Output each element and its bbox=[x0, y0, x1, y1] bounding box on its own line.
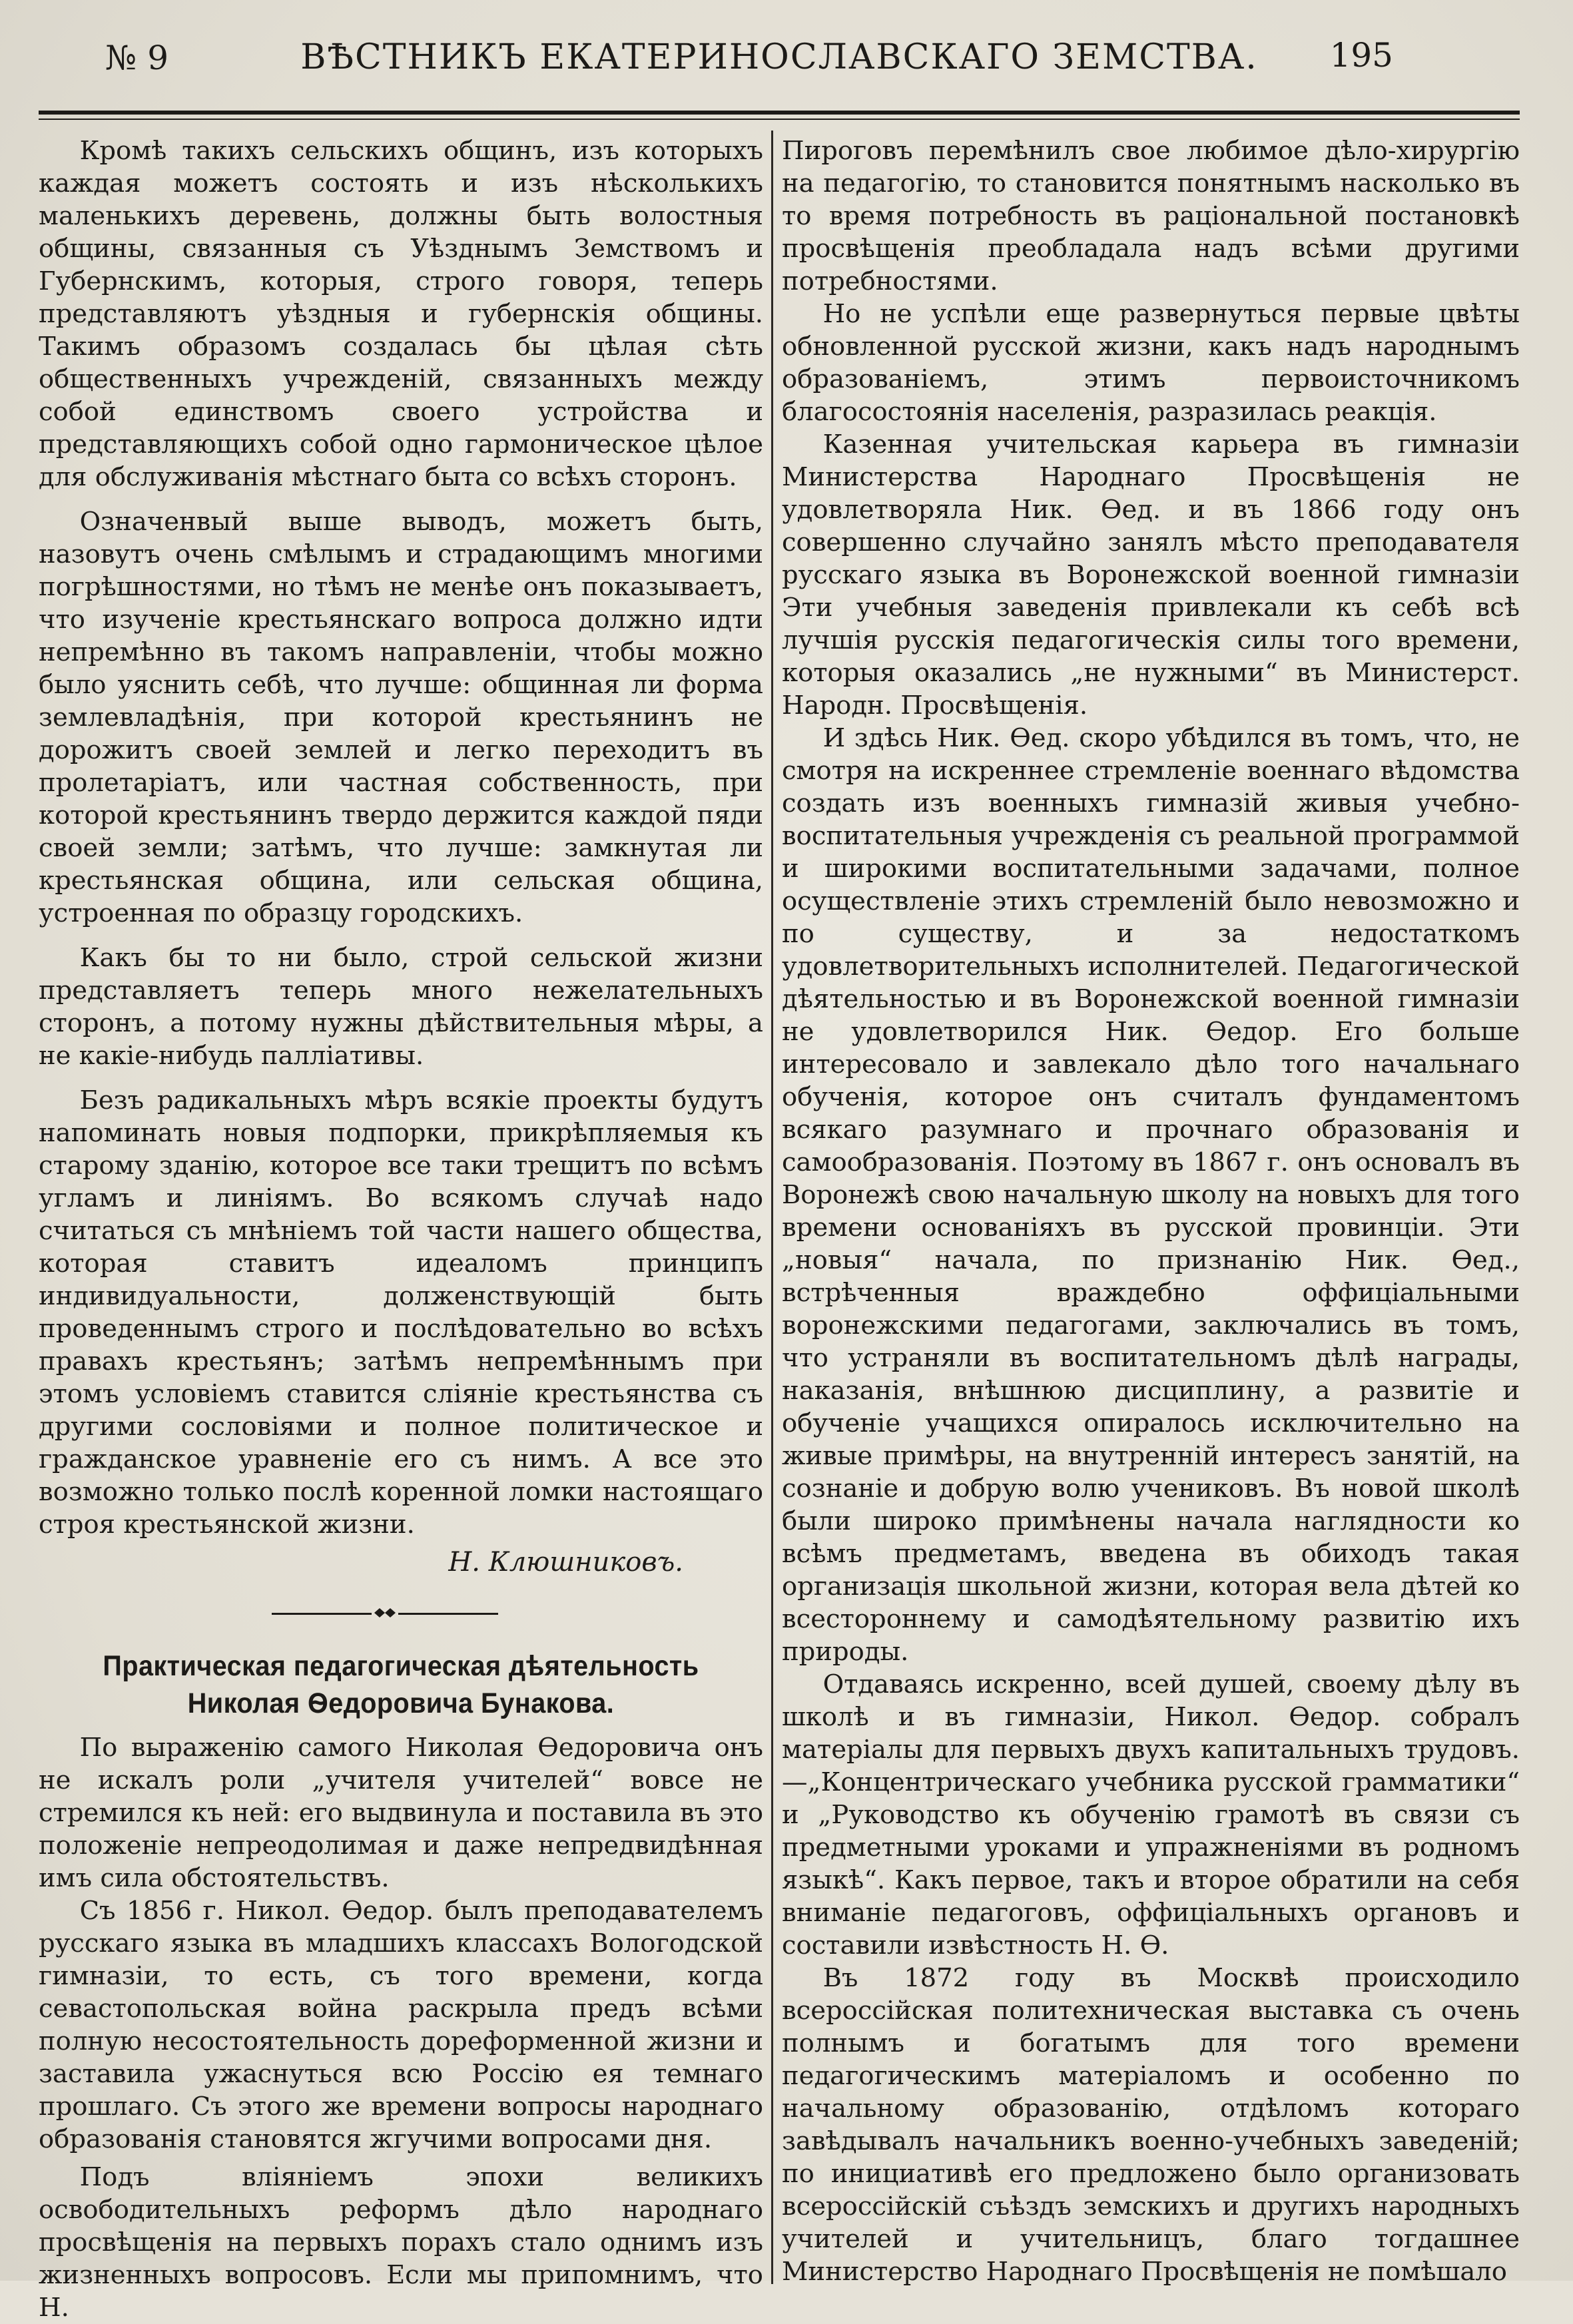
page-header bbox=[39, 32, 1520, 111]
paragraph: Кромѣ такихъ сельскихъ общинъ, изъ которыхъ каждая можетъ состоять и изъ нѣсколькихъ маленькихъ деревень, должны быть волостныя общины, связанныя съ Уѣзднымъ Земствомъ и Губернскимъ, которыя, строго говоря, теперь представляютъ уѣздныя и губернскія общины. Такимъ образомъ создалась бы цѣлая сѣть общественныхъ учрежденій, связанныхъ между собой единствомъ своего устройства и представляющихъ собой одно гармоническое цѣлое для обслуживанія мѣстнаго быта со всѣхъ сторонъ. bbox=[39, 136, 763, 492]
paragraph: Отдаваясь искренно, всей душей, своему дѣлу въ школѣ и въ гимназіи, Никол. Ѳедор. собралъ матеріалы для первыхъ двухъ капитальныхъ трудовъ.—„Концентрическаго учебника русской грамматики“ и „Руководство къ обученію грамотѣ въ связи съ предметными уроками и упражненіями въ родномъ языкѣ“. Какъ первое, такъ и второе обратили на себя вниманіе педагоговъ, оффиціальныхъ органовъ и составили извѣстность Н. Ѳ. bbox=[782, 1669, 1520, 1960]
paragraph: И здѣсь Ник. Ѳед. скоро убѣдился въ томъ, что, не смотря на искреннее стремленіе военнаго вѣдомства создать изъ военныхъ гимназій живыя учебно-воспитательныя учрежденія съ реальной программой и широкими воспитательными задачами, полное осуществленіе этихъ стремленій было невозможно и по существу, и за недостаткомъ удовлетворительныхъ исполнителей. Педагогической дѣятельностью и въ Воронежской военной гимназіи не удовлетворился Ник. Ѳедор. Его больше интересовало и завлекало дѣло того начальнаго обученія, которое онъ считалъ фундаментомъ всякаго разумнаго и прочнаго образованія и самообразованія. Поэтому въ 1867 г. онъ основалъ въ Воронежѣ свою начальную школу на новыхъ для того времени основаніяхъ въ русской провинціи. Эти „новыя“ начала, по признанію Ник. Ѳед., встрѣченныя враждебно оффиціальными воронежскими педагогами, заключались въ томъ, что устраняли въ воспитательномъ дѣлѣ награды, наказанія, внѣшнюю дисциплину, а развитіе и обученіе учащихся опиралось исключительно на живые примѣры, на внутренній интересъ занятій, на сознаніе и добрую волю учениковъ. Въ новой школѣ были широко примѣнены начала наглядности ко всѣмъ предметамъ, введена въ обиходъ такая организація школьной жизни, которая вела дѣтей ко всестороннему и самодѣятельному развитію ихъ природы. bbox=[782, 723, 1520, 1667]
paragraph: Въ 1872 году въ Москвѣ происходило всероссійская политехническая выставка съ очень полнымъ и богатымъ для того времени педагогическимъ матеріаломъ и особенно по начальному образованію, отдѣломъ котораго завѣдывалъ начальникъ военно-учебныхъ заведеній; по инициативѣ его предложено было организовать всероссійскій съѣздъ земскихъ и другихъ народныхъ учителей и учительницъ, благо тогдашнее Министерство Народнаго Просвѣщенія не помѣшало bbox=[782, 1963, 1520, 2287]
paragraph: Какъ бы то ни было, строй сельской жизни представляетъ теперь много нежелательныхъ сторонъ, а потому нужны дѣйствительныя мѣры, а не какіе-нибудь палліативы. bbox=[39, 943, 763, 1071]
right-column bbox=[782, 131, 1520, 2297]
paragraph: Подъ вліяніемъ эпохи великихъ освободительныхъ реформъ дѣло народнаго просвѣщенія на первыхъ порахъ стало однимъ изъ жизненныхъ вопросовъ. Если мы припомнимъ, что Н. bbox=[39, 2162, 763, 2323]
issue-number: № 9 bbox=[105, 39, 169, 77]
journal-title: ВѢСТНИКЪ ЕКАТЕРИНОСЛАВСКАГО ЗЕМСТВА. bbox=[300, 37, 1258, 77]
header-rule-thin bbox=[39, 119, 1520, 120]
paragraph: Съ 1856 г. Никол. Ѳедор. былъ преподавателемъ русскаго языка въ младшихъ классахъ Вологодской гимназіи, то есть, съ того времени, когда севастопольская война раскрыла предъ всѣми полную несостоятельность дореформенной жизни и заставила ужаснуться всю Россію ея темнаго прошлаго. Съ этого же времени вопросы народнаго образованія становятся жгучими вопросами дня. bbox=[39, 1896, 763, 2154]
left-column bbox=[39, 131, 763, 2323]
paragraph: Пироговъ перемѣнилъ свое любимое дѣло-хирургію на педагогію, то становится понятнымъ насколько въ то время потребность въ раціональной постановкѣ просвѣщенія преобладала надъ всѣми другими потребностями. bbox=[782, 136, 1520, 296]
author-signature: Н. Клюшниковъ. bbox=[448, 1547, 683, 1578]
columns bbox=[39, 131, 1520, 2323]
paragraph: Означенвый выше выводъ, можетъ быть, назовутъ очень смѣлымъ и страдающимъ многими погрѣшностями, но тѣмъ не менѣе онъ показываетъ, что изученіе крестьянскаго вопроса должно идти непремѣнно въ такомъ направленіи, чтобы можно было уяснить себѣ, что лучше: общинная ли форма землевладѣнія, при которой крестьянинъ не дорожитъ своей землей и легко переходитъ въ пролетаріатъ, или частная собственность, при которой крестьянинъ твердо держится каждой пяди своей земли; затѣмъ, что лучше: замкнутая ли крестьянская община, или сельская община, устроенная по образцу городскихъ. bbox=[39, 507, 763, 928]
paragraph: Казенная учительская карьера въ гимназіи Министерства Народнаго Просвѣщенія не удовлетворяла Ник. Ѳед. и въ 1866 году онъ совершенно случайно занялъ мѣсто преподавателя русскаго языка въ Воронежской военной гимназіи Эти учебныя заведенія привлекали къ себѣ всѣ лучшія русскія педагогическія силы того времени, которыя оказались „не нужными“ въ Министерст. Народн. Просвѣщенія. bbox=[782, 430, 1520, 721]
page-number: 195 bbox=[1329, 36, 1393, 75]
article-title: Практическая педагогическая дѣятельность Николая Ѳедоровича Бунакова. bbox=[103, 1650, 699, 1719]
ornament-diamond-icon bbox=[372, 1606, 398, 1619]
paragraph: По выраженію самого Николая Ѳедоровича онъ не искалъ роли „учителя учителей“ вовсе не стремился къ ней: его выдвинула и поставила въ это положеніе непреодолимая и даже непредвидѣнная имъ сила обстоятельствъ. bbox=[39, 1733, 763, 1893]
section-ornament bbox=[39, 1605, 763, 1621]
header-rule bbox=[39, 111, 1520, 115]
paragraph: Безъ радикальныхъ мѣръ всякіе проекты будутъ напоминать новыя подпорки, прикрѣпляемыя къ старому зданію, которое все таки трещитъ по всѣмъ угламъ и линіямъ. Во всякомъ случаѣ надо считаться съ мнѣніемъ той части нашего общества, которая ставитъ идеаломъ принципъ индивидуальности, долженствующій быть проведеннымъ строго и послѣдовательно во всѣхъ правахъ крестьянъ; затѣмъ непремѣннымъ при этомъ условіемъ ставится сліяніе крестьянства съ другими сословіями и полное политическое и гражданское уравненіе его съ нимъ. А все это возможно только послѣ коренной ломки настоящаго строя крестьянской жизни. bbox=[39, 1085, 763, 1540]
paragraph: Но не успѣли еще развернуться первые цвѣты обновленной русской жизни, какъ надъ народнымъ образованіемъ, этимъ первоисточникомъ благосостоянія населенія, разразилась реакція. bbox=[782, 299, 1520, 427]
column-divider bbox=[771, 131, 773, 2284]
